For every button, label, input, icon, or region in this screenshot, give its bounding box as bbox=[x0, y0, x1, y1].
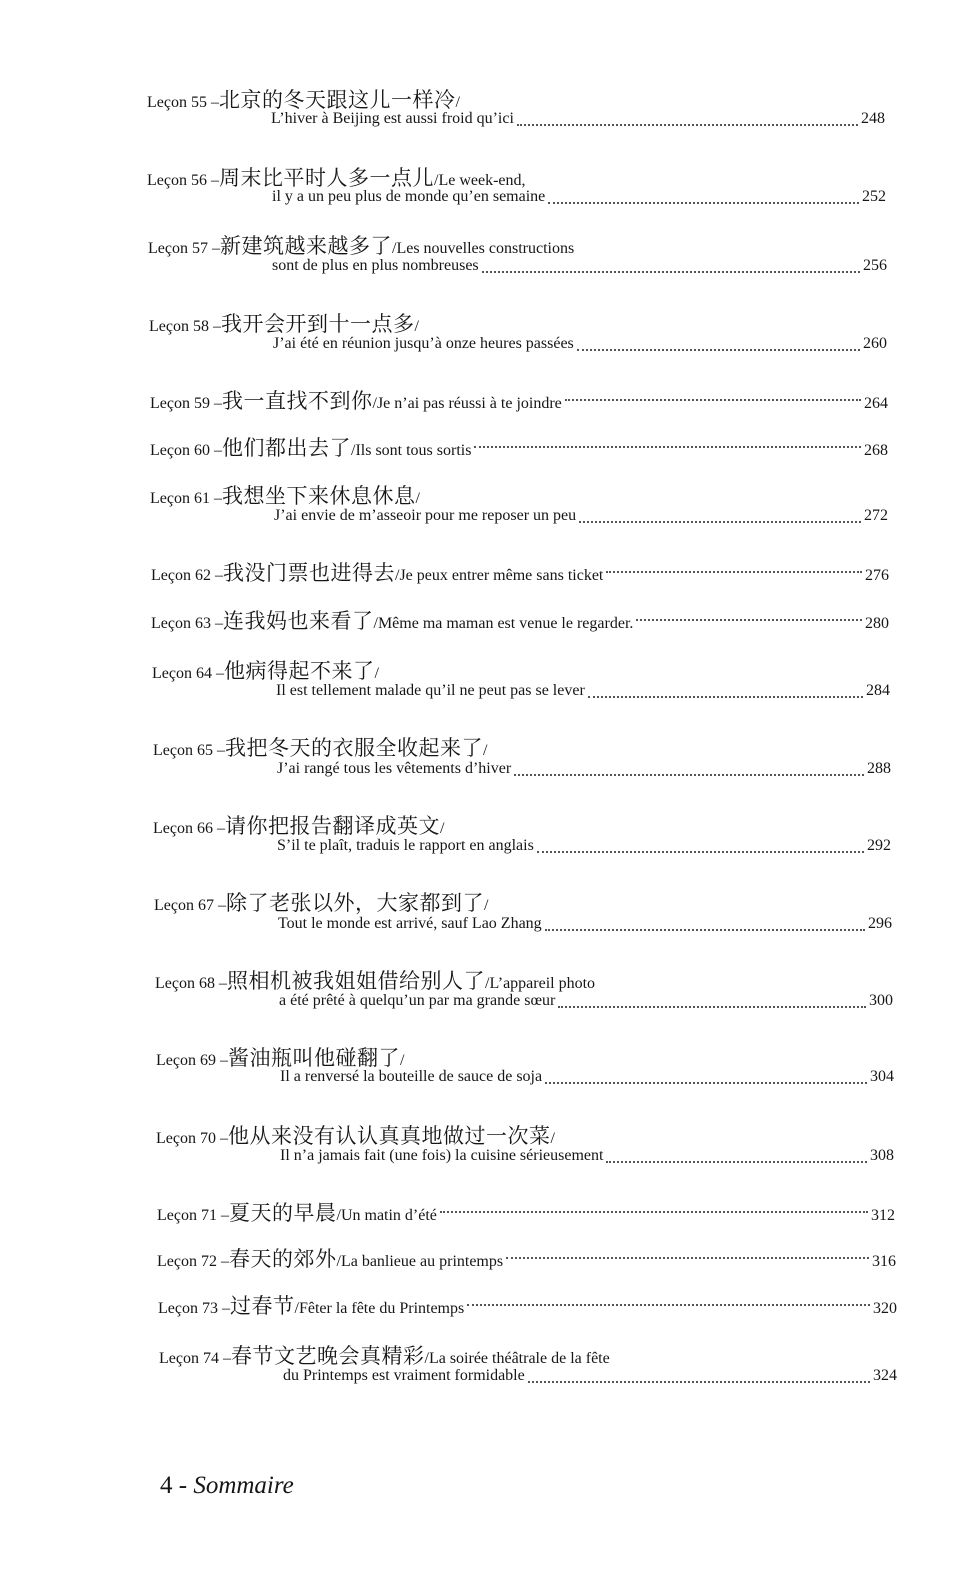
toc-entry-66-line2[interactable] bbox=[277, 837, 891, 865]
toc-entry-69-line2[interactable] bbox=[280, 1068, 894, 1096]
chinese-title: 除了老张以外，大家都到了 bbox=[225, 891, 484, 915]
page-number: 284 bbox=[866, 682, 890, 699]
title-separator: / bbox=[439, 820, 445, 837]
page-number: 304 bbox=[870, 1068, 894, 1085]
title-separator: / bbox=[294, 1300, 299, 1317]
lesson-label: Leçon 66 – bbox=[153, 820, 225, 837]
dot-leader bbox=[577, 349, 860, 351]
chinese-title: 他从来没有认认真真地做过一次菜 bbox=[227, 1124, 551, 1148]
page-number: 256 bbox=[863, 257, 887, 274]
toc-entry-55-line1 bbox=[147, 84, 460, 112]
lesson-label: Leçon 58 – bbox=[149, 318, 221, 335]
chinese-title: 我一直找不到你 bbox=[221, 389, 373, 413]
french-title: S’il te plaît, traduis le rapport en anglais bbox=[277, 837, 534, 854]
french-title: L’appareil photo bbox=[489, 975, 596, 992]
dot-leader bbox=[517, 124, 858, 126]
title-separator: / bbox=[372, 395, 377, 412]
chinese-title: 他们都出去了 bbox=[221, 436, 351, 460]
chinese-title: 我把冬天的衣服全收起来了 bbox=[224, 736, 483, 760]
dot-leader bbox=[579, 521, 861, 523]
french-title: Il n’a jamais fait (une fois) la cuisine sérieusement bbox=[280, 1147, 604, 1164]
toc-entry-70-line2[interactable] bbox=[280, 1147, 894, 1175]
dot-leader bbox=[467, 1304, 870, 1306]
lesson-label: Leçon 71 – bbox=[157, 1207, 229, 1224]
french-title: Un matin d’été bbox=[340, 1207, 437, 1224]
lesson-label: Leçon 60 – bbox=[150, 442, 222, 459]
lesson-label: Leçon 55 – bbox=[147, 94, 219, 111]
french-title: Le week-end, bbox=[438, 172, 526, 189]
toc-entry-69-line1 bbox=[156, 1042, 404, 1070]
title-separator: / bbox=[550, 1130, 555, 1147]
dot-leader bbox=[440, 1211, 868, 1213]
french-title-cont: il y a un peu plus de monde qu’en semaine bbox=[272, 188, 546, 205]
toc-entry-58-line1 bbox=[149, 308, 419, 336]
page-number: 248 bbox=[861, 110, 885, 127]
lesson-label: Leçon 57 – bbox=[148, 240, 220, 257]
title-separator: / bbox=[433, 172, 439, 189]
title-separator: / bbox=[482, 742, 488, 759]
title-separator: / bbox=[336, 1207, 341, 1224]
lesson-label: Leçon 56 – bbox=[147, 172, 219, 189]
lesson-label: Leçon 63 – bbox=[151, 615, 223, 632]
french-title: Je n’ai pas réussi à te joindre bbox=[376, 395, 562, 412]
toc-entry-61-line1 bbox=[150, 480, 420, 508]
page-number: 300 bbox=[869, 992, 893, 1009]
title-separator: / bbox=[373, 615, 378, 632]
toc-entry-56-line1 bbox=[147, 162, 526, 190]
chinese-title: 北京的冬天跟这儿一样冷 bbox=[218, 88, 456, 112]
french-title: La soirée théâtrale de la fête bbox=[428, 1350, 610, 1367]
dot-leader bbox=[545, 929, 865, 931]
title-separator: / bbox=[484, 975, 490, 992]
french-title: J’ai rangé tous les vêtements d’hiver bbox=[277, 760, 512, 777]
french-title: Même ma maman est venue le regarder. bbox=[377, 615, 634, 632]
title-separator: / bbox=[424, 1350, 429, 1367]
chinese-title: 我想坐下来休息休息 bbox=[221, 484, 416, 508]
dot-leader bbox=[606, 571, 862, 573]
toc-entry-70-line1 bbox=[156, 1120, 555, 1148]
dot-leader bbox=[482, 271, 860, 273]
french-title: L’hiver à Beijing est aussi froid qu’ici bbox=[271, 110, 514, 127]
toc-entry-71[interactable] bbox=[157, 1197, 895, 1225]
toc-entry-56-line2[interactable] bbox=[272, 188, 886, 216]
toc-entry-61-line2[interactable] bbox=[274, 507, 888, 535]
chinese-title: 照相机被我姐姐借给别人了 bbox=[226, 969, 485, 993]
toc-entry-68-line1 bbox=[155, 965, 595, 993]
toc-entry-74-line1 bbox=[159, 1340, 610, 1368]
title-separator: / bbox=[336, 1253, 341, 1270]
toc-entry-60[interactable] bbox=[150, 432, 888, 460]
toc-entry-59[interactable] bbox=[150, 385, 888, 413]
french-title: Les nouvelles constructions bbox=[396, 240, 575, 257]
page-number: 260 bbox=[863, 335, 887, 352]
toc-entry-73[interactable] bbox=[158, 1290, 897, 1318]
title-separator: / bbox=[399, 1052, 405, 1069]
page-number: 312 bbox=[871, 1207, 895, 1224]
toc-entry-62[interactable] bbox=[151, 557, 889, 585]
lesson-label: Leçon 59 – bbox=[150, 395, 222, 412]
chinese-title: 他病得起不来了 bbox=[223, 659, 375, 683]
dot-leader bbox=[636, 619, 862, 621]
dot-leader bbox=[474, 446, 861, 448]
page-number: 264 bbox=[864, 395, 888, 412]
toc-entry-64-line1 bbox=[152, 655, 379, 683]
dot-leader bbox=[506, 1257, 869, 1259]
lesson-label: Leçon 73 – bbox=[158, 1300, 230, 1317]
french-title: Tout le monde est arrivé, sauf Lao Zhang bbox=[278, 915, 542, 932]
lesson-label: Leçon 68 – bbox=[155, 975, 227, 992]
lesson-label: Leçon 64 – bbox=[152, 665, 224, 682]
title-separator: / bbox=[391, 240, 397, 257]
page-number: 252 bbox=[862, 188, 886, 205]
toc-entry-57-line1 bbox=[148, 230, 574, 258]
toc-entry-66-line1 bbox=[153, 810, 444, 838]
toc-entry-67-line2[interactable] bbox=[278, 915, 892, 943]
french-title: J’ai été en réunion jusqu’à onze heures passées bbox=[273, 335, 574, 352]
footer-page-number: 4 bbox=[160, 1472, 173, 1499]
page-number: 288 bbox=[867, 760, 891, 777]
page-number: 308 bbox=[870, 1147, 894, 1164]
chinese-title: 春天的郊外 bbox=[228, 1247, 337, 1271]
toc-entry-63[interactable] bbox=[151, 605, 889, 633]
french-title-cont: du Printemps est vraiment formidable bbox=[283, 1367, 525, 1384]
lesson-label: Leçon 69 – bbox=[156, 1052, 228, 1069]
page-number: 272 bbox=[864, 507, 888, 524]
chinese-title: 请你把报告翻译成英文 bbox=[224, 814, 440, 838]
dot-leader bbox=[558, 1006, 866, 1008]
lesson-label: Leçon 62 – bbox=[151, 567, 223, 584]
lesson-label: Leçon 70 – bbox=[156, 1130, 228, 1147]
french-title: Je peux entrer même sans ticket bbox=[399, 567, 604, 584]
french-title: Fêter la fête du Printemps bbox=[298, 1300, 465, 1317]
title-separator: / bbox=[374, 665, 379, 682]
title-separator: / bbox=[350, 442, 356, 459]
toc-entry-58-line2[interactable] bbox=[273, 335, 887, 363]
dot-leader bbox=[565, 399, 861, 401]
dot-leader bbox=[548, 202, 859, 204]
page-number: 296 bbox=[868, 915, 892, 932]
page-footer bbox=[160, 1472, 294, 1500]
toc-entry-72[interactable] bbox=[157, 1243, 896, 1271]
dot-leader bbox=[537, 851, 864, 853]
lesson-label: Leçon 65 – bbox=[153, 742, 225, 759]
title-separator: / bbox=[414, 318, 419, 335]
toc-entry-57-line2[interactable] bbox=[272, 257, 887, 285]
french-title: J’ai envie de m’asseoir pour me reposer un peu bbox=[274, 507, 577, 524]
dot-leader bbox=[514, 774, 864, 776]
chinese-title: 夏天的早晨 bbox=[228, 1201, 337, 1225]
page-number: 292 bbox=[867, 837, 891, 854]
dot-leader bbox=[606, 1161, 867, 1163]
title-separator: / bbox=[415, 490, 420, 507]
toc-entry-65-line1 bbox=[153, 732, 487, 760]
page-number: 276 bbox=[865, 567, 889, 584]
lesson-label: Leçon 72 – bbox=[157, 1253, 229, 1270]
chinese-title: 过春节 bbox=[229, 1294, 295, 1318]
chinese-title: 酱油瓶叫他碰翻了 bbox=[227, 1046, 400, 1070]
french-title: La banlieue au printemps bbox=[340, 1253, 504, 1270]
page-number: 316 bbox=[872, 1253, 896, 1270]
title-separator: / bbox=[455, 94, 460, 111]
dot-leader bbox=[528, 1381, 870, 1383]
lesson-label: Leçon 74 – bbox=[159, 1350, 231, 1367]
chinese-title: 我开会开到十一点多 bbox=[220, 312, 415, 336]
title-separator: / bbox=[483, 897, 489, 914]
toc-entry-68-line2[interactable] bbox=[279, 992, 893, 1020]
dot-leader bbox=[588, 696, 863, 698]
toc-entry-55-line2[interactable] bbox=[271, 110, 885, 138]
page-number: 320 bbox=[873, 1300, 897, 1317]
french-title-cont: a été prêté à quelqu’un par ma grande sœur bbox=[279, 992, 556, 1009]
title-separator: / bbox=[394, 567, 400, 584]
page-number: 280 bbox=[865, 615, 889, 632]
toc-entry-64-line2[interactable] bbox=[276, 682, 890, 710]
footer-separator: - bbox=[172, 1472, 194, 1499]
chinese-title: 我没门票也进得去 bbox=[222, 561, 395, 585]
chinese-title: 周末比平时人多一点儿 bbox=[218, 166, 434, 190]
french-title: Il est tellement malade qu’il ne peut pas se lever bbox=[276, 682, 585, 699]
chinese-title: 新建筑越来越多了 bbox=[219, 234, 392, 258]
french-title: Il a renversé la bouteille de sauce de soja bbox=[280, 1068, 543, 1085]
toc-entry-65-line2[interactable] bbox=[277, 760, 891, 788]
toc-entry-74-line2[interactable] bbox=[283, 1367, 897, 1395]
french-title: Ils sont tous sortis bbox=[355, 442, 472, 459]
dot-leader bbox=[545, 1082, 867, 1084]
chinese-title: 春节文艺晚会真精彩 bbox=[230, 1344, 425, 1368]
french-title-cont: sont de plus en plus nombreuses bbox=[272, 257, 479, 274]
chinese-title: 连我妈也来看了 bbox=[222, 609, 374, 633]
lesson-label: Leçon 61 – bbox=[150, 490, 222, 507]
page-number: 268 bbox=[864, 442, 888, 459]
page-number: 324 bbox=[873, 1367, 897, 1384]
footer-section-title: Sommaire bbox=[193, 1472, 294, 1499]
lesson-label: Leçon 67 – bbox=[154, 897, 226, 914]
toc-entry-67-line1 bbox=[154, 887, 488, 915]
